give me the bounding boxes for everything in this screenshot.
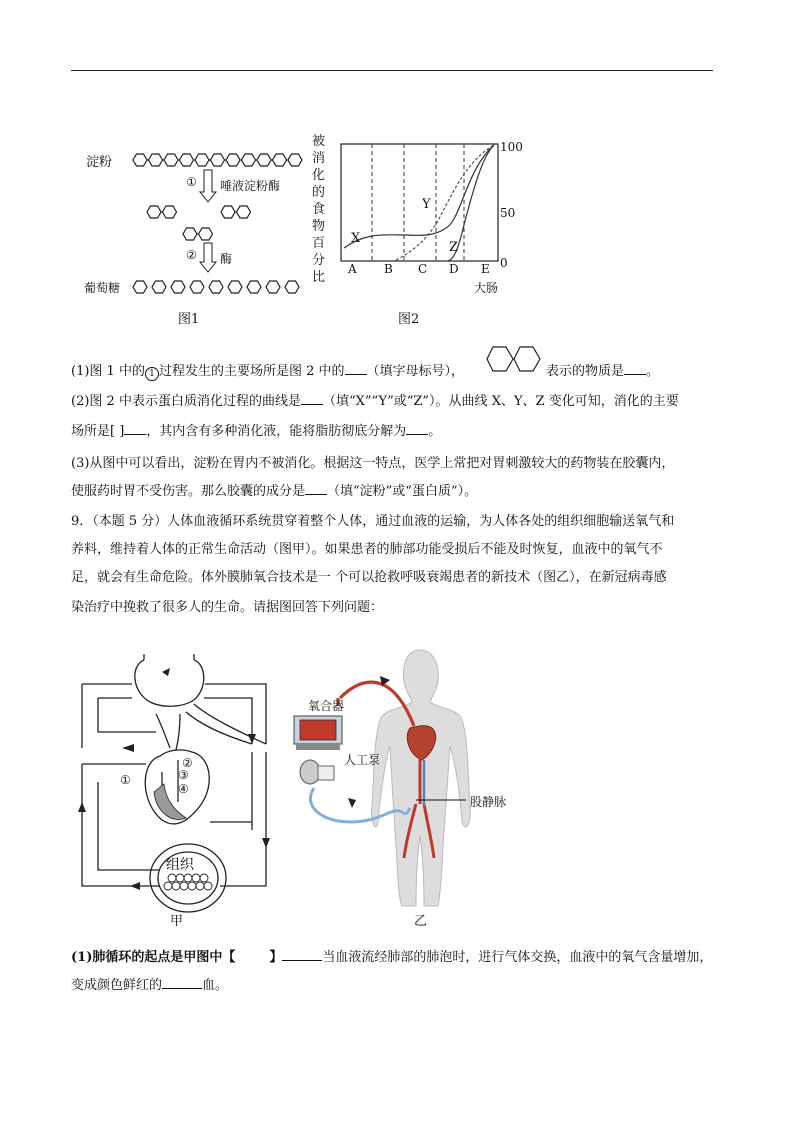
q9-1-line-1: (1)肺循环的起点是甲图中【 】 当血液流经肺部的肺泡时，进行气体交换，血液中的氧气含量增加， — [71, 950, 713, 965]
q9-line-1: 9．（本题 5 分）人体血液循环系统贯穿着整个人体，通过血液的运输，为人体各处的组织细胞输送氧气和 — [71, 514, 675, 529]
heart-chamber-2: ② — [182, 756, 193, 770]
sugar-unit — [228, 281, 242, 293]
answer-blank-6[interactable] — [305, 482, 327, 495]
sugar-unit — [237, 206, 251, 218]
sugar-unit — [209, 281, 223, 293]
sugar-unit — [242, 154, 256, 166]
answer-blank-1[interactable] — [345, 362, 367, 375]
sugar-unit — [180, 154, 194, 166]
sugar-unit — [211, 154, 225, 166]
y-label-char: 被 — [312, 134, 326, 149]
answer-blank-2[interactable] — [624, 362, 646, 375]
heart-chamber-3: ③ — [178, 768, 189, 782]
sugar-unit — [149, 154, 163, 166]
figure-jia-caption: 甲 — [170, 914, 184, 929]
figure-2-plot — [336, 140, 506, 265]
x-tick-a: A — [348, 262, 357, 276]
answer-blank-3[interactable] — [301, 392, 323, 405]
y-tick-100: 100 — [500, 140, 523, 154]
y-tick-0: 0 — [500, 256, 508, 270]
glucose-label: 葡萄糖 — [84, 281, 121, 295]
sugar-unit — [164, 154, 178, 166]
step1-enzyme-label: 唾液淀粉酶 — [220, 179, 281, 193]
answer-blank-7[interactable] — [282, 948, 322, 961]
sugar-unit — [273, 154, 287, 166]
oxygenator-label: 氧合器 — [308, 699, 345, 713]
y-label-char: 消 — [312, 151, 326, 166]
figure-yi-caption: 乙 — [414, 914, 428, 929]
sugar-unit — [133, 281, 147, 293]
sugar-unit — [288, 154, 302, 166]
header-rule — [71, 70, 713, 71]
heart-chamber-4: ④ — [178, 782, 189, 796]
tissue-label: 组织 — [166, 857, 194, 873]
sugar-unit — [266, 281, 280, 293]
maltose-icon — [486, 346, 544, 372]
x-tick-d: D — [449, 262, 459, 276]
q9-line-2: 养料，维持着人体的正常生命活动（图甲）。如果患者的肺部功能受损后不能及时恢复，血液中的氧气不 — [71, 542, 663, 557]
step1-number: ① — [186, 175, 197, 189]
y-label-char: 比 — [312, 270, 326, 285]
y-label-char: 物 — [312, 219, 326, 234]
pump-label: 人工泵 — [344, 753, 381, 767]
sugar-unit — [183, 228, 197, 240]
curve-y-label: Y — [422, 197, 431, 212]
ecmo-diagram — [282, 636, 522, 914]
sugar-unit — [199, 228, 213, 240]
sugar-unit — [257, 154, 271, 166]
sugar-unit — [195, 154, 209, 166]
q9-1-line-2: 变成颜色鲜红的 血。 — [71, 978, 229, 993]
q9-line-3: 足，就会有生命危险。体外膜肺氧合技术是一 个可以抢救呼吸衰竭患者的新技术（图乙），在新冠病毒感 — [71, 570, 667, 585]
sugar-unit — [285, 281, 299, 293]
answer-blank-8[interactable] — [162, 976, 202, 989]
sugar-unit — [133, 154, 147, 166]
figure-2-caption: 图2 — [398, 312, 420, 327]
step2-number: ② — [186, 248, 197, 262]
q8-line-1-end: 表示的物质是 。 — [546, 364, 660, 379]
figure-2-y-label — [312, 133, 328, 286]
answer-blank-4[interactable] — [124, 422, 146, 435]
y-tick-50: 50 — [500, 206, 516, 220]
q9-line-4: 染治疗中挽救了很多人的生命。请据图回答下列问题： — [71, 600, 384, 615]
y-label-char: 的 — [312, 185, 326, 200]
answer-bracket-blank[interactable] — [235, 949, 269, 961]
y-label-char: 食 — [312, 202, 326, 217]
sugar-unit — [221, 206, 235, 218]
sugar-unit — [226, 154, 240, 166]
q8-line-2: (2)图 2 中表示蛋白质消化过程的曲线是 （填“X”“Y”或“Z”）。从曲线 X、Y、Z 变化可知，消化的主要 — [71, 394, 679, 409]
y-label-char: 百 — [312, 236, 326, 251]
sugar-unit — [163, 206, 177, 218]
sugar-unit — [147, 206, 161, 218]
curve-z-label: Z — [449, 240, 459, 255]
curve-x-label: X — [351, 231, 361, 246]
sugar-unit — [190, 281, 204, 293]
q8-line-3: 场所是[ ] ，其内含有多种消化液，能将脂肪彻底分解为 。 — [71, 424, 442, 439]
step1-circle: 1 — [145, 367, 159, 381]
step2-enzyme-label: 酶 — [220, 252, 233, 266]
figure-1-caption: 图1 — [178, 312, 200, 327]
q8-line-4: (3)从图中可以看出，淀粉在胃内不被消化。根据这一特点，医学上常把对胃刺激较大的药物装在胶囊内， — [71, 456, 675, 471]
q8-line-1: (1)图 1 中的 1 过程发生的主要场所是图 2 中的 （填字母标号）， — [71, 364, 465, 379]
sugar-unit — [171, 281, 185, 293]
femoral-vein-label: 股静脉 — [470, 795, 507, 809]
x-tick-b: B — [384, 262, 393, 276]
large-intestine-label: 大肠 — [474, 281, 499, 295]
heart-chamber-1: ① — [120, 773, 131, 787]
sugar-unit — [152, 281, 166, 293]
x-tick-c: C — [418, 262, 428, 276]
q8-line-5: 使服药时胃不受伤害。那么胶囊的成分是 （填“淀粉”或“蛋白质”）。 — [71, 484, 478, 499]
x-tick-e: E — [481, 262, 490, 276]
starch-label: 淀粉 — [86, 155, 113, 170]
sugar-unit — [247, 281, 261, 293]
answer-blank-5[interactable] — [406, 422, 428, 435]
y-label-char: 化 — [312, 168, 326, 183]
y-label-char: 分 — [312, 253, 326, 268]
